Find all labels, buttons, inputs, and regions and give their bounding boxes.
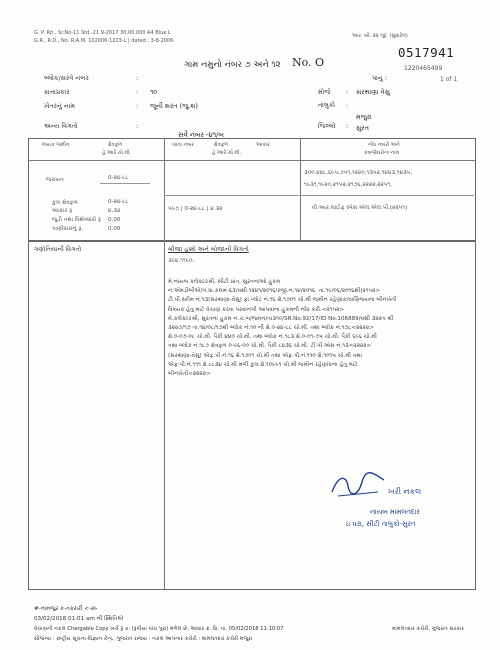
assessment-label: આકાર રૂ [52, 208, 73, 214]
serial-number: 0517941 [398, 45, 455, 60]
taluka-colon: : [346, 101, 349, 109]
para-line: મે.કલેક્ટરશ્રી, સુરતનાં હુકમ ન.ચ.બ/જમન/તા૩૧૦/SR.No.92/17/ID No.106889/વશી ૩૨૨૫ થી [168, 315, 394, 322]
print-code-line2: G.R., R.D., No. R.A.M. 102006-1223-L | dated : 3-8-2006 [34, 38, 174, 44]
survey-number-heading: સર્વે નંબર -૪૧/બ [178, 131, 224, 139]
table-col-divider-1 [164, 138, 165, 241]
jarayat-value: 0-૨૪-૮૮ [108, 175, 129, 181]
judi-label: જુડી તથા વિશેષધારો રૂ [52, 217, 101, 223]
reference-number: 1220465499 [404, 65, 443, 72]
page-count: 1 of 1 [440, 76, 458, 83]
para-line: વિષયક હેતુ માટે વેચાણ કરવા પરવાનગી આપવાના હુકમની નોંધ કરી.<૨૧૫૨> [168, 306, 345, 313]
col-owners-header: કબજેદારોના નામ [364, 150, 400, 156]
other-details-colon: : [136, 122, 139, 130]
footer-office: મામલતદાર કચેરી, ગુજરાત સરકાર [392, 626, 464, 632]
field-name-label: ખેતરનું નામ [44, 102, 75, 110]
form-code: આર. બી. ૨૨ જી. (સુધારેલ) [352, 33, 408, 39]
owner-name: વી.આર.લાઈફ સ્પેસ એલ.એલ.પી.(૨૨૫૧) [312, 205, 408, 211]
col-area-header: ક્ષેત્રફળ [108, 142, 123, 148]
encumbrance-paragraph [168, 278, 472, 379]
para-line: એફ.પી.નં.૧૧૧ ક્ષે.૮૮૩૪ ચો.મી મળી કુલ ક્ષે.૧૦૯૯૧ ચો.મી જમીન રહેણાંકના હેતુ માટે [168, 361, 358, 368]
judi-value: 0.00 [108, 217, 121, 223]
entries-divider [164, 195, 474, 196]
para-line: તથા બ્લોક નં.૧૮૭ ક્ષેત્રફળ ૦-૯૬-૦૦ ચો.મી. પૈકી ૮૪૩૬ ચો.મી. ટી.પી.એસ નં.૧૩<૨૨૨૨> [168, 343, 372, 350]
total-area-label: કુલ ક્ષેત્રફળ [52, 200, 78, 206]
footer-status-date: 03/02/2018 01:01 am ની સ્થિતિએ [34, 616, 124, 622]
para-line: બીનખેતી<૨૨૨૨> [168, 371, 211, 378]
para-line: ટી.પી.સ્કીમ નં.૧૩(સરથાણા-વેસુ) ફા.પ્લોટ નં.૧૬ ક્ષે.૧૭૦૧ ચો.મી જમીન રહેણાંક/વાણિજ્યના બીનખેતી [168, 297, 397, 304]
land-table-frame [28, 138, 476, 242]
col-khata-header: ખાતા નંબર [172, 142, 194, 148]
col-area-unit: હે.આરે.ચો.મી. [102, 150, 132, 156]
tenure-colon: : [136, 88, 139, 96]
tenure-label: સત્તાપ્રકાર [44, 88, 70, 96]
village-label: મોજે [318, 88, 331, 96]
field-name-value: જૂની શરત (જુ.શ) [150, 102, 198, 110]
water-tax-value: 0.00 [108, 226, 121, 232]
col-assessment-header: આકાર [256, 142, 270, 148]
remarks-col-divider [164, 240, 165, 589]
para-line: ક્ષે.૦-૦૭-૦૮ ચો.મી. પૈકી ૪૪૦ ચો.મી. તથા બ્લોક નં.૧૮૩ ક્ષે.૦-૦૧-૭૫ ચો.મી. પૈકી ૬૯૬ ચો.મી [168, 334, 377, 341]
village-colon: : [346, 88, 349, 96]
col-entries-header: નોંધ નંબરો અને [368, 142, 400, 148]
form-title: ગામ નમુનો નંબર ૭ અને ૧૨ [184, 60, 281, 70]
district-label: જિલ્લો [318, 122, 336, 130]
mutation-entries-line1: ૩૦૦,૪૪૮,૬૯૫,૭૫૧,૧૨૨૦,૧૩૫૨,૧૪૪૩,૧૪૩૫, [304, 170, 413, 176]
taluka-value: મજુરા [356, 113, 372, 121]
page-label: પાનું : [372, 74, 387, 82]
water-tax-label: પાણીધારાનું રૂ. [52, 226, 84, 232]
para-line: ન.એમડીબીએ/ગ.ધા.કલમ-૬૩/વશી.૧૨૪૧/૨૦૧૬/રજી.ન.૧૪/૨૦૧૬. તા.૧૯/૦૬/૨૦૧૬થી(૨૧૫૨> [168, 288, 381, 295]
para-line: ૩૨૨૭/૧૭ તા.૧૪/૦૮/૧૭થી બ્લોક નં.૧૦ ની ક્ષે.૦-૨૪-૮૮ ચો.મી. તથા બ્લોક નં.૧૭૮<૨૨૨૨> [168, 325, 374, 332]
para-line: (સરથાણા-વેસુ) એફ.પી.નં.૧૬ ક્ષે.૧૭૦૧ ચો.મી તથા એફ.પી.નં.૧૧૦ ક્ષે.૧૦૧૫ ચો.મી તથા [168, 352, 363, 359]
jarayat-underline [100, 183, 150, 184]
col-land-header: લાયક જમીન [42, 142, 70, 148]
para-line: મે.નાયબ કલેક્ટરશ્રી, સીટી પ્રાંત, સુરતનાઓ હુકમ [168, 279, 281, 285]
encumbrance-label: બીજા હક્કો અને બોજાની વિગતો [168, 246, 249, 253]
other-details-label: અન્ય વિગતો [44, 122, 78, 130]
col-khata-area-header: ક્ષેત્રફળ [214, 142, 229, 148]
table-header-divider [28, 160, 475, 161]
tenure-value: ૧૦ [150, 88, 158, 96]
table-col-divider-2 [300, 138, 301, 241]
field-name-colon: : [136, 102, 139, 110]
print-code-line1: G. P. Rjt., Sr.No-11 Std.-21 9-2017 30,00,000 A4 Blue L [34, 30, 171, 36]
col-khata-unit: હે.આરે.ચો.મી. [212, 150, 242, 156]
block-survey-colon: : [136, 74, 139, 82]
officer-title-stamp: નાયબ મામલતદાર [370, 508, 420, 516]
footer-fee-line: વેચાણની નકલ Chargable Copy ખર્ચે રૂ ૭: (રૂપીયા પાંચ પુરા) મળેલ છે, આધાર ક્ર. પ્રિ. તા. 05/02/2018 11:10:07 [34, 626, 284, 632]
district-colon: : [346, 122, 349, 130]
khata-row: ૫૯૭ | 0-૨૪-૮૮ | ૪.૩૨ [168, 206, 223, 212]
footer-legend: #-નામંજુર ક-તકરારી <-૨૯ [34, 606, 98, 612]
true-copy-stamp: ખરી નકલ [388, 487, 422, 496]
mutation-entries-line2: ૧૯૩૧,૧૯૨૦,૨૧૫૨,૨૧૭૬,૨૨૨૨,૨૨૫૧, [304, 182, 393, 188]
taluka-label: તાલુકો [318, 101, 336, 109]
footer-courtesy: સૌજન્ય : રાષ્ટ્રીય સૂચના-વિજ્ઞાન કેન્દ્ર, ગુજરાત રાજ્ય - નકલ આપનાર કચેરી : મામલતદાર કચેરી મજુરા [34, 636, 253, 642]
village-value: સરથાણા વેસુ [356, 88, 390, 96]
block-survey-label: બ્લોક/સરવે નંબર [44, 74, 89, 82]
jarayat-label: જરાયત [46, 177, 64, 183]
total-area-value: 0-૨૪-૮૮ [108, 199, 129, 205]
signature-mark [328, 470, 388, 500]
office-stamp: ઇ ધરા, સીટી તાલુકો-સુરત [346, 520, 416, 528]
no-label: No. O [292, 56, 325, 69]
assessment-value: ૪.૩૨ [108, 208, 121, 214]
encumbrance-numbers: ૩૯૪,૧૧૯૦, [168, 258, 195, 264]
tenant-details-label: ગણોતિયાની વિગતો [34, 246, 82, 253]
district-value: સુરત [356, 124, 369, 132]
